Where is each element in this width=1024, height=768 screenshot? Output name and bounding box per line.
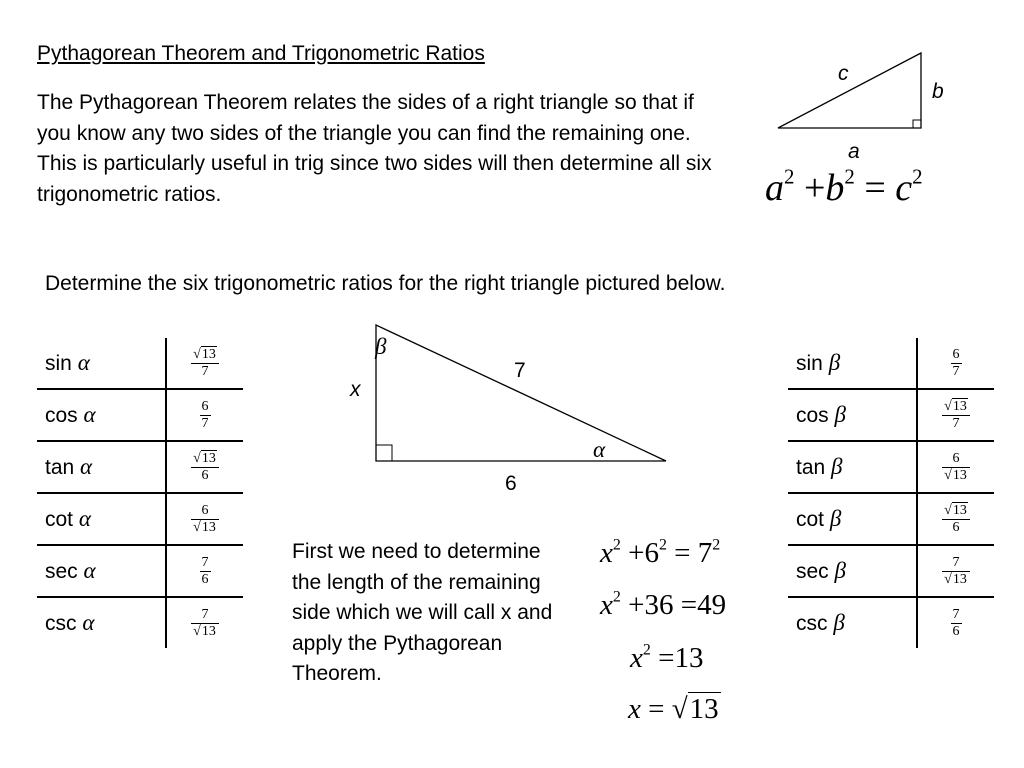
radicand: 13 <box>201 519 216 535</box>
hypotenuse-label: 7 <box>514 359 526 382</box>
alpha-ratio-table <box>37 338 243 648</box>
s3-x: x <box>630 642 643 674</box>
right-angle-marker <box>913 120 921 128</box>
beta-row-cos <box>788 389 994 441</box>
beta-row-sin <box>788 338 994 389</box>
s4-sqrt-sign: √ <box>671 693 688 725</box>
alpha-denominator: 6 <box>201 467 209 483</box>
step-1-equation <box>600 537 720 570</box>
s4-thirteen: 13 <box>689 693 719 725</box>
alpha-angle-symbol: α <box>83 402 96 427</box>
alpha-numerator: 7 <box>201 554 209 570</box>
s2-x-exp: 2 <box>612 588 621 606</box>
pythagorean-equation <box>765 166 923 210</box>
step-2-equation <box>600 589 726 622</box>
beta-fn-cell <box>788 441 917 493</box>
alpha-fn-name: cot <box>45 508 74 531</box>
s3-thirteen: 13 <box>674 642 704 674</box>
alpha-fn-cell <box>37 338 166 389</box>
alpha-fn-name: csc <box>45 612 77 635</box>
side-x-label: x <box>350 378 361 401</box>
s3-equals: = <box>658 642 675 674</box>
radicand: 13 <box>201 623 216 639</box>
eq-b-exp: 2 <box>844 164 855 189</box>
beta-fn-cell <box>788 493 917 545</box>
sqrt-sign: √ <box>944 398 952 414</box>
alpha-row-cos <box>37 389 243 441</box>
alpha-row-cot <box>37 493 243 545</box>
beta-numerator <box>942 399 970 416</box>
beta-angle-symbol: β <box>834 402 846 427</box>
beta-ratio-table <box>788 338 994 648</box>
alpha-fn-cell <box>37 545 166 597</box>
beta-value-cell <box>917 597 994 648</box>
eq-b: b <box>825 167 845 209</box>
alpha-fn-cell <box>37 493 166 545</box>
beta-value-cell <box>917 441 994 493</box>
alpha-value-cell <box>166 389 243 441</box>
eq-c: c <box>895 167 913 209</box>
radicand: 13 <box>952 398 967 414</box>
alpha-numerator <box>191 347 219 364</box>
beta-angle-symbol: β <box>834 558 846 583</box>
s2-fortynine: 49 <box>697 589 727 621</box>
radicand: 13 <box>952 502 967 518</box>
s1-seven-exp: 2 <box>712 536 721 554</box>
beta-numerator <box>942 503 970 520</box>
s1-x: x <box>600 537 613 569</box>
sqrt-sign: √ <box>193 450 201 466</box>
alpha-angle-symbol: α <box>83 558 96 583</box>
side-c-label: c <box>838 62 849 85</box>
reference-triangle-diagram <box>770 45 940 140</box>
beta-angle-symbol: β <box>828 350 841 375</box>
beta-value-cell <box>917 545 994 597</box>
beta-row-tan <box>788 441 994 493</box>
alpha-row-csc <box>37 597 243 648</box>
alpha-angle-symbol: α <box>78 506 91 531</box>
alpha-row-sin <box>37 338 243 389</box>
radicand: 13 <box>201 346 216 362</box>
alpha-angle-label: α <box>593 437 606 462</box>
s1-six-exp: 2 <box>658 536 667 554</box>
alpha-fraction <box>191 451 219 484</box>
reference-triangle <box>778 53 921 128</box>
alpha-denominator <box>191 624 219 640</box>
beta-fraction <box>942 503 970 536</box>
beta-row-cot <box>788 493 994 545</box>
s2-equals: = <box>680 589 698 621</box>
sqrt-sign: √ <box>193 519 201 535</box>
beta-fn-cell <box>788 389 917 441</box>
beta-numerator: 6 <box>952 346 960 362</box>
eq-a: a <box>765 167 784 209</box>
beta-denominator: 6 <box>952 623 960 639</box>
alpha-fraction <box>191 607 219 640</box>
beta-denominator <box>942 572 970 588</box>
main-triangle <box>376 325 666 461</box>
beta-fn-cell <box>788 597 917 648</box>
sqrt-sign: √ <box>944 502 952 518</box>
alpha-fn-cell <box>37 597 166 648</box>
beta-fn-cell <box>788 545 917 597</box>
beta-angle-symbol: β <box>829 506 842 531</box>
s1-plus: + <box>628 537 645 569</box>
beta-value-cell <box>917 389 994 441</box>
alpha-fraction <box>200 555 211 588</box>
s1-seven: 7 <box>697 537 713 569</box>
alpha-denominator: 6 <box>201 571 209 587</box>
beta-row-sec <box>788 545 994 597</box>
beta-row-csc <box>788 597 994 648</box>
beta-fraction <box>951 347 962 380</box>
beta-angle-label: β <box>375 334 387 359</box>
alpha-numerator: 6 <box>191 503 219 520</box>
alpha-value-cell <box>166 597 243 648</box>
eq-a-exp: 2 <box>784 164 795 189</box>
intro-paragraph: The Pythagorean Theorem relates the sides of a right triangle so that if you know any two sides of the triangle you can find the remaining one. This is particularly useful in trig since two sides will then determine all six trigonometric ratios. <box>37 91 712 206</box>
eq-plus: + <box>803 167 826 209</box>
alpha-value-cell <box>166 441 243 493</box>
alpha-row-sec <box>37 545 243 597</box>
beta-fn-name: tan <box>796 456 826 479</box>
alpha-fn-name: sec <box>45 560 78 583</box>
sqrt-sign: √ <box>193 623 201 639</box>
beta-denominator: 6 <box>952 519 960 535</box>
s3-x-exp: 2 <box>642 641 651 659</box>
s4-equals: = <box>648 693 665 725</box>
beta-numerator: 6 <box>942 451 970 468</box>
beta-value-cell <box>917 338 994 389</box>
step-3-equation <box>630 642 703 675</box>
alpha-fn-name: tan <box>45 456 75 479</box>
beta-fraction <box>942 451 970 484</box>
alpha-fn-cell <box>37 441 166 493</box>
radicand: 13 <box>952 571 967 587</box>
alpha-fraction <box>200 399 211 432</box>
radicand: 13 <box>952 467 967 483</box>
side-a-label: a <box>848 140 860 163</box>
beta-fn-name: cot <box>796 508 825 531</box>
eq-c-exp: 2 <box>912 164 923 189</box>
alpha-denominator: 7 <box>201 363 209 379</box>
beta-fn-name: cos <box>796 404 829 427</box>
beta-angle-symbol: β <box>833 610 845 635</box>
beta-fn-name: csc <box>796 612 828 635</box>
alpha-angle-symbol: α <box>82 610 95 635</box>
alpha-denominator: 7 <box>201 415 209 431</box>
alpha-fn-name: sin <box>45 352 72 375</box>
task-prompt: Determine the six trigonometric ratios for the right triangle pictured below. <box>45 272 726 295</box>
beta-fn-name: sec <box>796 560 829 583</box>
beta-fn-cell <box>788 338 917 389</box>
alpha-angle-symbol: α <box>77 350 90 375</box>
alpha-denominator <box>191 520 219 536</box>
alpha-angle-symbol: α <box>80 454 93 479</box>
main-triangle-diagram <box>360 315 680 475</box>
s2-x: x <box>600 589 613 621</box>
s1-six: 6 <box>644 537 659 569</box>
alpha-value-cell <box>166 545 243 597</box>
s4-x: x <box>628 693 641 725</box>
alpha-value-cell <box>166 338 243 389</box>
beta-fraction <box>951 607 962 640</box>
s2-plus: + <box>628 589 645 621</box>
step-4-equation <box>628 693 721 726</box>
alpha-fraction <box>191 503 219 536</box>
explanation-text: First we need to determine the length of the remaining side which we will call x and apply the Pythagorean Theorem. <box>292 540 553 685</box>
s2-thirtysix: 36 <box>644 589 674 621</box>
beta-denominator: 7 <box>952 415 960 431</box>
beta-fn-name: sin <box>796 352 823 375</box>
beta-value-cell <box>917 493 994 545</box>
sqrt-sign: √ <box>944 467 952 483</box>
alpha-numerator: 7 <box>191 607 219 624</box>
beta-denominator <box>942 468 970 484</box>
base-label: 6 <box>505 472 517 495</box>
alpha-fraction <box>191 347 219 380</box>
alpha-numerator <box>191 451 219 468</box>
eq-equals: = <box>864 167 886 209</box>
beta-numerator: 7 <box>942 555 970 572</box>
page-title: Pythagorean Theorem and Trigonometric Ratios <box>37 42 485 65</box>
main-right-angle-marker <box>376 445 392 461</box>
sqrt-sign: √ <box>944 571 952 587</box>
alpha-fn-cell <box>37 389 166 441</box>
beta-fraction <box>942 555 970 588</box>
sqrt-sign: √ <box>193 346 201 362</box>
s1-x-exp: 2 <box>612 536 621 554</box>
beta-fraction <box>942 399 970 432</box>
beta-denominator: 7 <box>952 363 960 379</box>
side-b-label: b <box>932 80 944 103</box>
alpha-value-cell <box>166 493 243 545</box>
alpha-numerator: 6 <box>201 398 209 414</box>
alpha-row-tan <box>37 441 243 493</box>
beta-numerator: 7 <box>952 606 960 622</box>
alpha-fn-name: cos <box>45 404 78 427</box>
beta-angle-symbol: β <box>831 454 843 479</box>
s1-equals: = <box>674 537 691 569</box>
radicand: 13 <box>201 450 216 466</box>
